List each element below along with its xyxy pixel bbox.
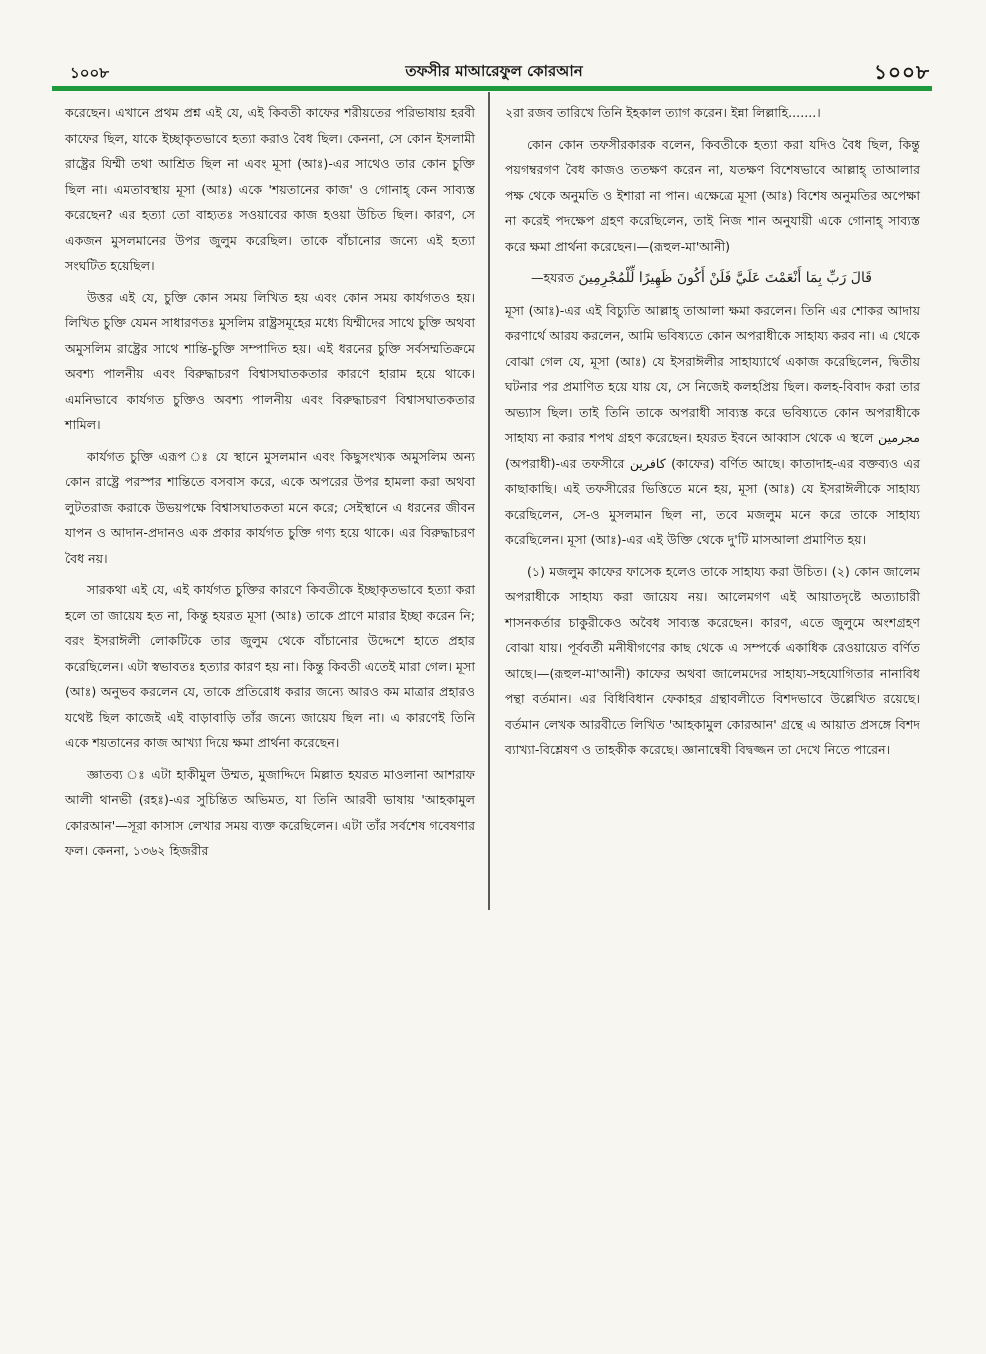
left-paragraph-4: সারকথা এই যে, এই কার্যগত চুক্তির কারণে কিবতীকে ইচ্ছাকৃতভাবে হত্যা করা হলে তা জায়েয হত না, কিন্তু হযরত মূসা (আঃ) তাকে প্রাণে মারার ইচ্ছা করেন নি; বরং ইসরাঈলী লোকটিকে তার জুলুম থেকে বাঁচানোর উদ্দেশে হাতে প্রহার করেছিলেন। এটা স্বভাবতঃ হত্যার কারণ হয় না। কিন্তু কিবতী এতেই মারা গেল। মূসা (আঃ) অনুভব করলেন যে, তাকে প্রতিরোধ করার জন্যে আরও কম মাত্রার প্রহারও যথেষ্ট ছিল কাজেই এই বাড়াবাড়ি তাঁর জন্যে জায়েয ছিল না। এ কারণেই তিনি একে শয়তানের কাজ আখ্যা দিয়ে ক্ষমা প্রার্থনা করেছেন।: [65, 582, 475, 750]
arabic-verse-tail: —হযরত: [531, 270, 574, 285]
right-paragraph-4: (১) মজলুম কাফের ফাসেক হলেও তাকে সাহায্য করা উচিত। (২) কোন জালেম অপরাধীকে সাহায্য করা জায়েয নয়। আলেমগণ এই আয়াতদৃষ্টে অত্যাচারী শাসনকর্তার চাকুরীকেও অবৈধ সাব্যস্ত করেছেন। কারণ, এতে জুলুমে অংশগ্রহণ বোঝা যায়। পূর্ববর্তী মনীষীগণের কাছ থেকে এ সম্পর্কে একাধিক রেওয়ায়েত বর্ণিত আছে।—(রূহুল-মা'আনী) কাফের অথবা জালেমদের সাহায্য-সহযোগিতার নানাবিধ পন্থা বর্তমান। এর বিধিবিধান ফেকাহর গ্রন্থাবলীতে বিশদভাবে উল্লেখিত রয়েছে। বর্তমান লেখক আরবীতে লিখিত 'আহকামুল কোরআন' গ্রন্থে এ আয়াত প্রসঙ্গে বিশদ ব্যাখ্যা-বিশ্লেষণ ও তাহকীক করেছে। জ্ঞানান্বেষী বিদ্বজ্জন তা দেখে নিতে পারেন।: [505, 563, 920, 757]
running-title: তফসীর মাআরেফুল কোরআন: [405, 62, 583, 80]
left-paragraph-5: জ্ঞাতব্য ঃ এটা হাকীমুল উম্মত, মুজাদ্দিদে মিল্লাত হযরত মাওলানা আশরাফ আলী থানভী (রহঃ)-এর সুচিন্তিত অভিমত, যা তিনি আরবী ভাষায় 'আহকামুল কোরআন'—সূরা কাসাস লেখার সময় ব্যক্ত করেছিলেন। এটা তাঁর সর্বশেষ গবেষণার ফল। কেননা, ১৩৬২ হিজরীর: [65, 766, 475, 858]
page-number-left: ১০০৮: [70, 64, 109, 82]
left-paragraph-3: কার্যগত চুক্তি এরূপ ঃ যে স্থানে মুসলমান এবং কিছুসংখ্যক অমুসলিম অন্য কোন রাষ্ট্রে পরস্পর শান্তিতে বসবাস করে, একে অপরের উপর হামলা করা অথবা লুটতরাজ করাকে উভয়পক্ষে বিশ্বাসঘাতকতা মনে করে; সেইস্থানে এ ধরনের জীবন যাপন ও আদান-প্রদানও এক প্রকার কার্যগত চুক্তি গণ্য হয়ে থাকে। এর বিরুদ্ধাচরণ বৈধ নয়।: [65, 448, 475, 566]
page-header: [52, 58, 936, 84]
right-column: [505, 100, 920, 769]
left-column: [65, 100, 475, 870]
right-paragraph-2: কোন কোন তফসীরকারক বলেন, কিবতীকে হত্যা করা যদিও বৈধ ছিল, কিন্তু পয়গম্বরগণ বৈধ কাজও ততক্ষণ করেন না, যতক্ষণ বিশেষভাবে আল্লাহ্ তাআলার পক্ষ থেকে অনুমতি ও ইশারা না পান। এক্ষেত্রে মূসা (আঃ) বিশেষ অনুমতির অপেক্ষা না করেই পদক্ষেপ গ্রহণ করেছিলেন, তাই নিজ শান অনুযায়ী একে গোনাহ্ সাব্যস্ত করে ক্ষমা প্রার্থনা করেছেন।—(রূহুল-মা'আনী): [505, 136, 920, 254]
left-paragraph-1: করেছেন। এখানে প্রথম প্রশ্ন এই যে, এই কিবতী কাফের শরীয়তের পরিভাষায় হরবী কাফের ছিল, যাকে ইচ্ছাকৃতভাবে হত্যা করাও বৈধ ছিল। কেননা, সে কোন ইসলামী রাষ্ট্রের যিম্মী তথা আশ্রিত ছিল না এবং মূসা (আঃ)-এর সাথেও তার কোন চুক্তি ছিল না। এমতাবস্থায় মূসা (আঃ) একে 'শয়তানের কাজ' ও গোনাহ্ কেন সাব্যস্ত করেছেন? এর হত্যা তো বাহ্যতঃ সওয়াবের কাজ হওয়া উচিত ছিল। কারণ, সে একজন মুসলমানের উপর জুলুম করেছিল। তাকে বাঁচানোর জন্যে এই হত্যা সংঘটিত হয়েছিল।: [65, 105, 475, 273]
arabic-verse-text: قَالَ رَبِّ بِمَا أَنْعَمْتَ عَلَيَّ فَلَنْ أَكُونَ ظَهِيرًا لِّلْمُجْرِمِينَ: [578, 270, 872, 286]
right-paragraph-3: মূসা (আঃ)-এর এই বিচ্যুতি আল্লাহ্ তাআলা ক্ষমা করলেন। তিনি এর শোকর আদায় করণার্থে আরয করলেন, আমি ভবিষ্যতে কোন অপরাধীকে সাহায্য করব না। এ থেকে বোঝা গেল যে, মূসা (আঃ) যে ইসরাঈলীর সাহায্যার্থে একাজ করেছিলেন, দ্বিতীয় ঘটনার পর প্রমাণিত হয়ে যায় যে, সে নিজেই কলহপ্রিয় ছিল। কলহ-বিবাদ করা তার অভ্যাস ছিল। তাই তিনি তাকে অপরাধী সাব্যস্ত করে ভবিষ্যতে কোন অপরাধীকে সাহায্য না করার শপথ গ্রহণ করেছেন। হযরত ইবনে আব্বাস থেকে এ স্থলে مجرمين (অপরাধী)-এর তফসীরে كافرين (কাফের) বর্ণিত আছে। কাতাদাহ-এর বক্তব্যও এর কাছাকাছি। এই তফসীরের ভিত্তিতে মনে হয়, মূসা (আঃ) যে ইসরাঈলীকে সাহায্য করেছিলেন, সে-ও মুসলমান ছিল না, তবে মজলুম মনে করে তাকে সাহায্য করেছিলেন। মূসা (আঃ)-এর এই উক্তি থেকে দু'টি মাসআলা প্রমাণিত হয়।: [505, 302, 920, 547]
arabic-verse: [505, 265, 920, 292]
right-paragraph-1: ২রা রজব তারিখে তিনি ইহকাল ত্যাগ করেন। ইন্না লিল্লাহি.......।: [505, 105, 821, 120]
column-divider: [488, 92, 490, 910]
page-number-right: ১০০৮: [874, 60, 930, 84]
left-paragraph-2: উত্তর এই যে, চুক্তি কোন সময় লিখিত হয় এবং কোন সময় কার্যগতও হয়। লিখিত চুক্তি যেমন সাধারণতঃ মুসলিম রাষ্ট্রসমূহের মধ্যে যিম্মীদের সাথে চুক্তি অথবা অমুসলিম রাষ্ট্রের সাথে শান্তি-চুক্তি সম্পাদিত হয়। এই ধরনের চুক্তি সর্বসম্মতিক্রমে অবশ্য পালনীয় এবং বিরুদ্ধাচরণ বিশ্বাসঘাতকতার কারণে হারাম হয়ে থাকে। এমনিভাবে কার্যগত চুক্তিও অবশ্য পালনীয় এবং বিরুদ্ধাচরণ বিশ্বাসঘাতকতার শামিল।: [65, 289, 475, 432]
header-rule: [52, 86, 932, 91]
